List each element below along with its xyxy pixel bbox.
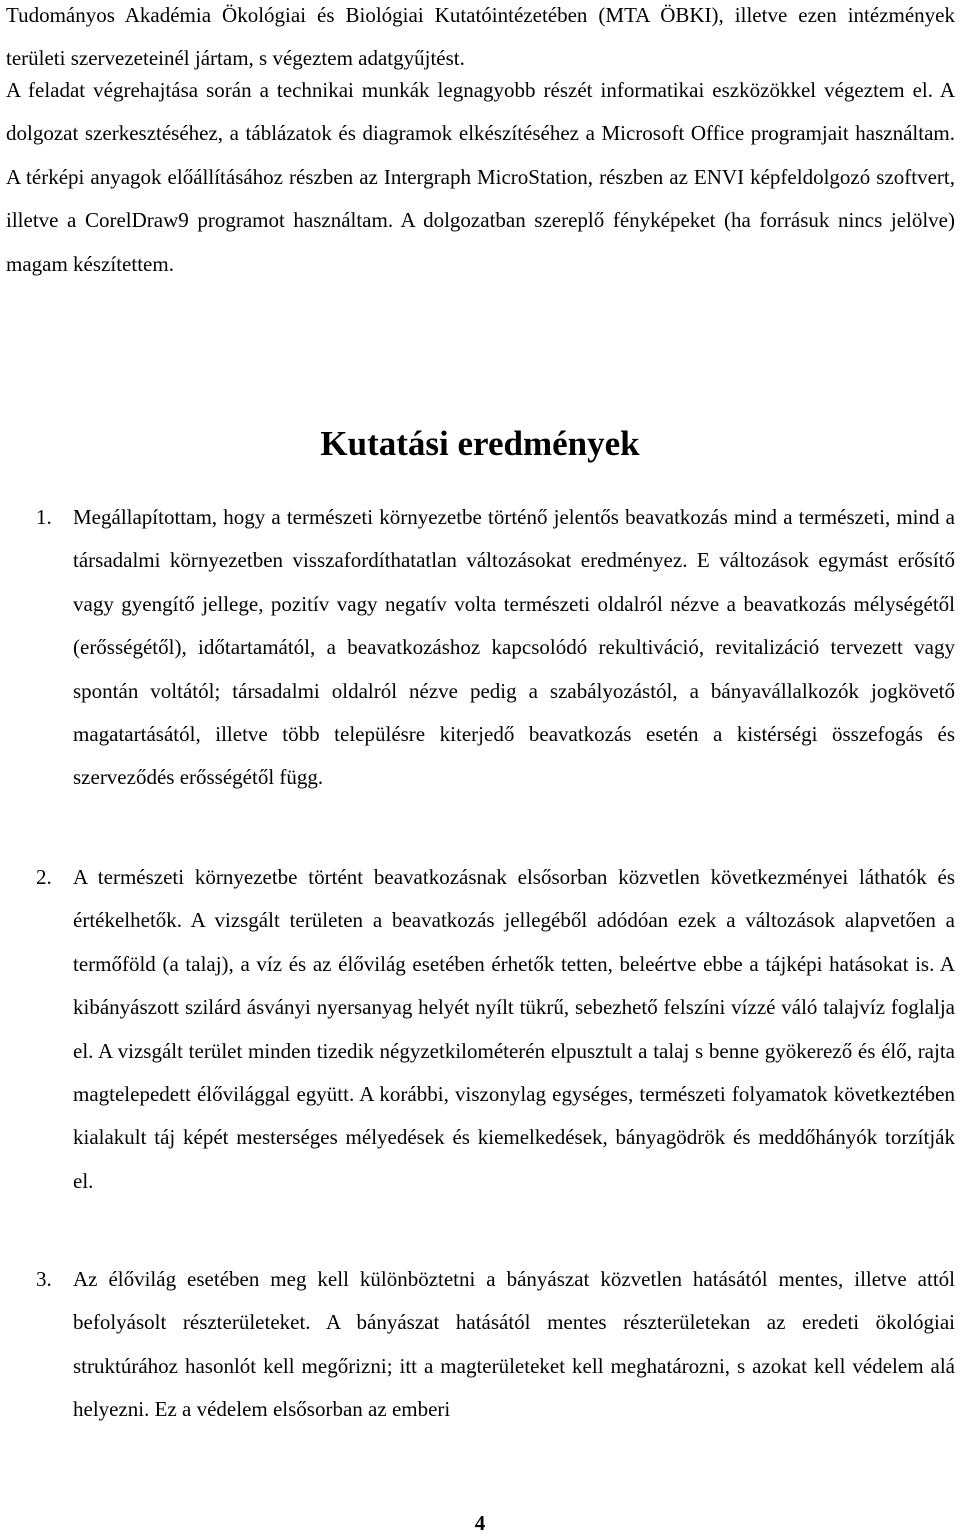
page-number: 4 bbox=[474, 1511, 486, 1535]
result-item-number: 1. bbox=[36, 505, 52, 529]
result-item-text: Megállapítottam, hogy a természeti környezetbe történő jelentős beavatkozás mind a természeti, mind a társadalmi környezetben visszafordíthatatlan változásokat eredményez. E változások egymást erősítő vagy gyengítő jellege, pozitív vagy negatív volta természeti oldalról nézve a beavatkozás mélységétől (erősségétől), időtartamától, a beavatkozáshoz kapcsolódó rekultiváció, revitalizáció tervezett vagy spontán voltától; társadalmi oldalról nézve pedig a szabályozástól, a bányavállalkozók jogkövető magatartásától, illetve több településre kiterjedő beavatkozás esetén a kistérségi összefogás és szerveződés erősségétől függ. bbox=[73, 505, 955, 790]
body-paragraph-1: Tudományos Akadémia Ökológiai és Biológiai Kutatóintézetében (MTA ÖBKI), illetve ezen intézmények területi szervezeteinél jártam, s végeztem adatgyűjtést. bbox=[6, 3, 955, 71]
result-item-text: Az élővilág esetében meg kell különböztetni a bányászat közvetlen hatásától mentes, illetve attól befolyásolt részterületeket. A bányászat hatásától mentes részterületekan az eredeti ökológiai struktúrához hasonlót kell megőrizni; itt a magterületeket kell meghatározni, s azokat kell védelem alá helyezni. Ez a védelem elsősorban az emberi bbox=[73, 1267, 955, 1422]
result-item-number: 2. bbox=[36, 865, 52, 889]
result-item-number: 3. bbox=[36, 1267, 52, 1291]
result-item-text: A természeti környezetbe történt beavatkozásnak elsősorban közvetlen következményei láthatók és értékelhetők. A vizsgált területen a beavatkozás jellegéből adódóan ezek a változások alapvetően a termőföld (a talaj), a víz és az élővilág esetében érhetők tetten, beleértve ebbe a tájképi hatásokat is. A kibányászott szilárd ásványi nyersanyag helyét nyílt tükrű, sebezhető felszíni vízzé váló talajvíz foglalja el. A vizsgált terület minden tizedik négyzetkilométerén elpusztult a talaj s benne gyökerező és élő, rajta magtelepedett élővilággal együtt. A korábbi, viszonylag egységes, természeti folyamatok következtében kialakult táj képét mesterséges mélyedések és kiemelkedések, bányagödrök és meddőhányók torzítják el. bbox=[73, 865, 955, 1193]
section-heading: Kutatási eredmények bbox=[320, 424, 640, 463]
body-paragraph-2: A feladat végrehajtása során a technikai munkák legnagyobb részét informatikai eszközökkel végeztem el. A dolgozat szerkesztéséhez, a táblázatok és diagramok elkészítéséhez a Microsoft Office programjait használtam. A térképi anyagok előállításához részben az Intergraph MicroStation, részben az ENVI képfeldolgozó szoftvert, illetve a CorelDraw9 programot használtam. A dolgozatban szereplő fényképeket (ha forrásuk nincs jelölve) magam készítettem. bbox=[6, 78, 955, 276]
